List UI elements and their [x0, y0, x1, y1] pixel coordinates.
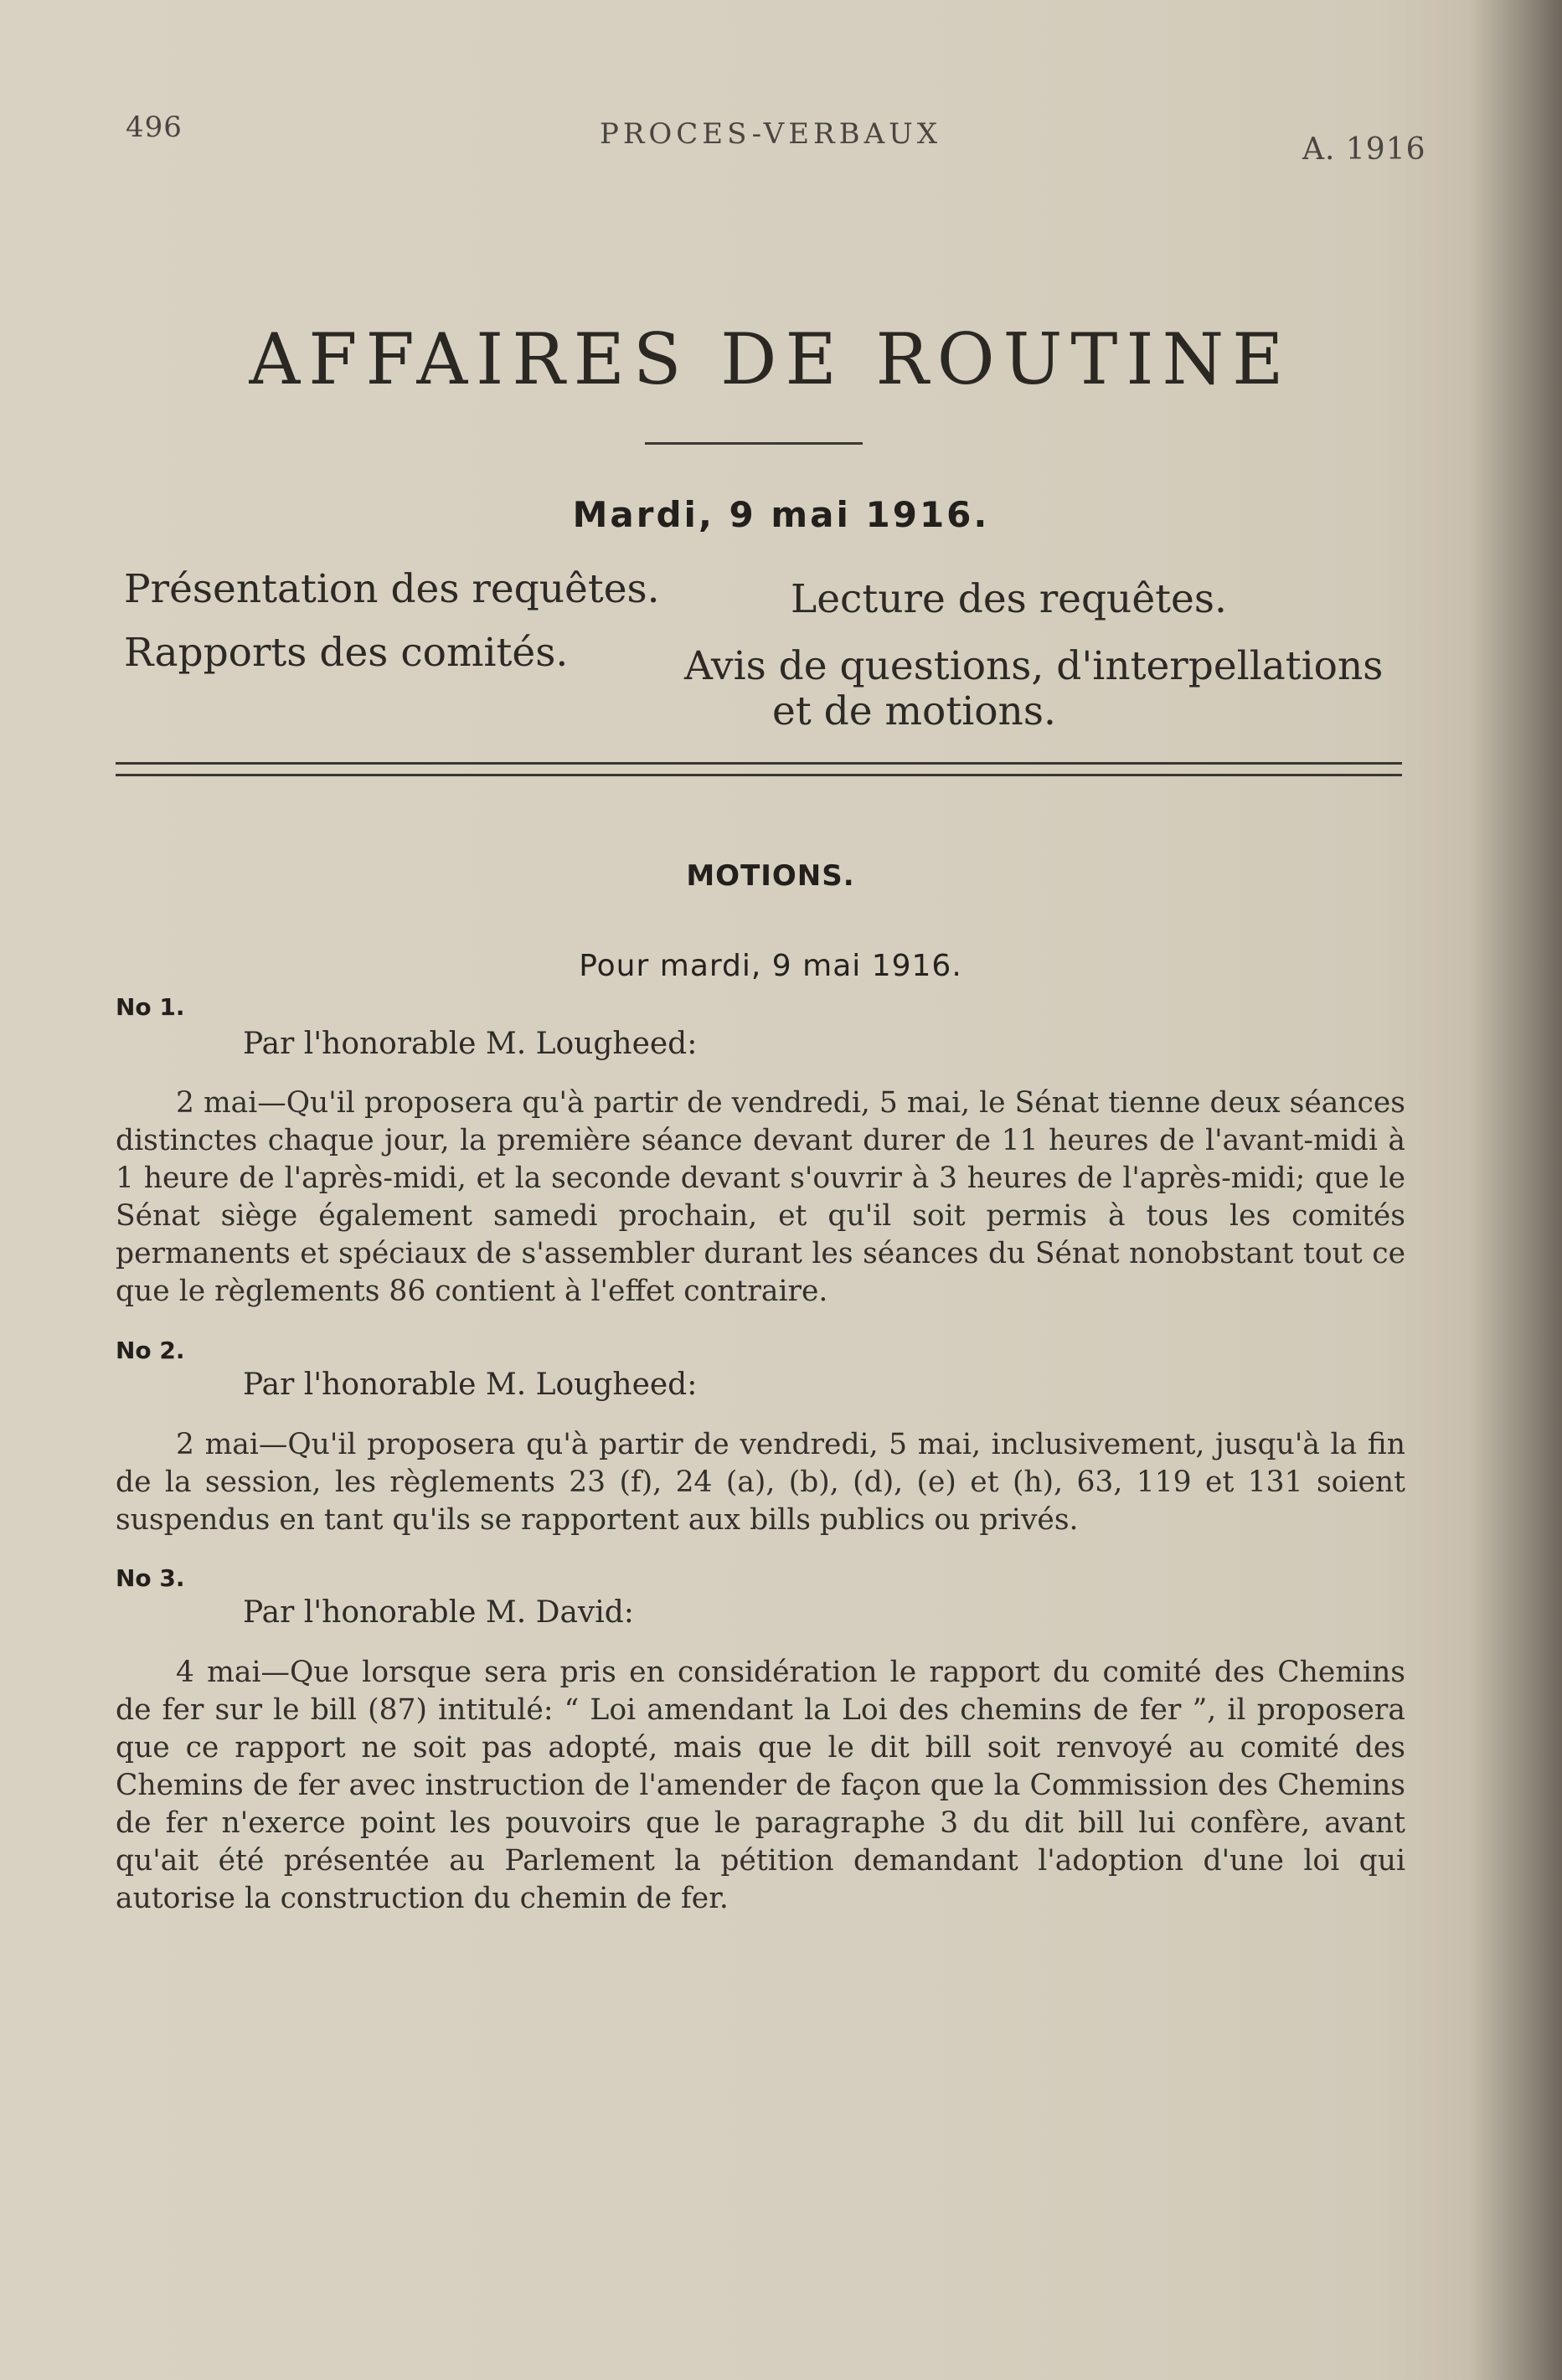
- year-label: A. 1916: [1302, 132, 1426, 167]
- title-divider: [645, 442, 863, 445]
- motions-date: Pour mardi, 9 mai 1916.: [579, 949, 962, 983]
- section-heading: MOTIONS.: [686, 859, 855, 893]
- page-title: AFFAIRES DE ROUTINE: [249, 318, 1292, 400]
- motion-number: No 3.: [116, 1564, 185, 1592]
- motion-mover: Par l'honorable M. Lougheed:: [243, 1027, 698, 1061]
- sitting-date: Mardi, 9 mai 1916.: [572, 494, 990, 535]
- section-divider: [116, 762, 1402, 765]
- order-item: Rapports des comités.: [124, 630, 569, 676]
- page-number: 496: [126, 111, 183, 144]
- motion-text: 4 mai—Que lorsque sera pris en considération le rapport du comité des Chemins de fer sur le bill (87) intitulé: “ Loi amendant la Loi des chemins de fer ”, il proposera que ce rapport ne soit pas adopté, mais que le dit bill soit renvoyé au comité des Chemins de fer avec instruction de l'amender de façon que la Commission des Chemins de fer n'exerce point les pouvoirs que le paragraphe 3 du dit bill lui confère, avant qu'ait été présentée au Parlement la pétition demandant l'adoption d'une loi qui autorise la construction du chemin de fer.: [116, 1656, 1405, 1915]
- motion-text: 2 mai—Qu'il proposera qu'à partir de vendredi, 5 mai, inclusivement, jusqu'à la fin de la session, les règlements 23 (f), 24 (a), (b), (d), (e) et (h), 63, 119 et 131 soient suspendus en tant qu'ils se rapportent aux bills publics ou privés.: [116, 1428, 1405, 1537]
- motion-text: 2 mai—Qu'il proposera qu'à partir de vendredi, 5 mai, le Sénat tienne deux séances distinctes chaque jour, la première séance devant durer de 11 heures de l'avant-midi à 1 heure de l'après-midi, et la seconde devant s'ouvrir à 3 heures de l'après-midi; que le Sénat siège également samedi prochain, et qu'il soit permis à tous les comités permanents et spéciaux de s'assembler durant les séances du Sénat nonobstant tout ce que le règlements 86 contient à l'effet contraire.: [116, 1086, 1405, 1308]
- motion-mover: Par l'honorable M. David:: [243, 1595, 634, 1630]
- order-item: Avis de questions, d'interpellations: [684, 643, 1384, 689]
- section-divider: [116, 774, 1402, 776]
- order-item-continuation: et de motions.: [772, 688, 1056, 734]
- motion-mover: Par l'honorable M. Lougheed:: [243, 1368, 698, 1402]
- order-item: Présentation des requêtes.: [124, 566, 660, 612]
- order-item: Lecture des requêtes.: [791, 576, 1227, 622]
- motion-number: No 2.: [116, 1337, 185, 1364]
- motion-number: No 1.: [116, 993, 185, 1021]
- running-head: PROCES-VERBAUX: [599, 117, 942, 151]
